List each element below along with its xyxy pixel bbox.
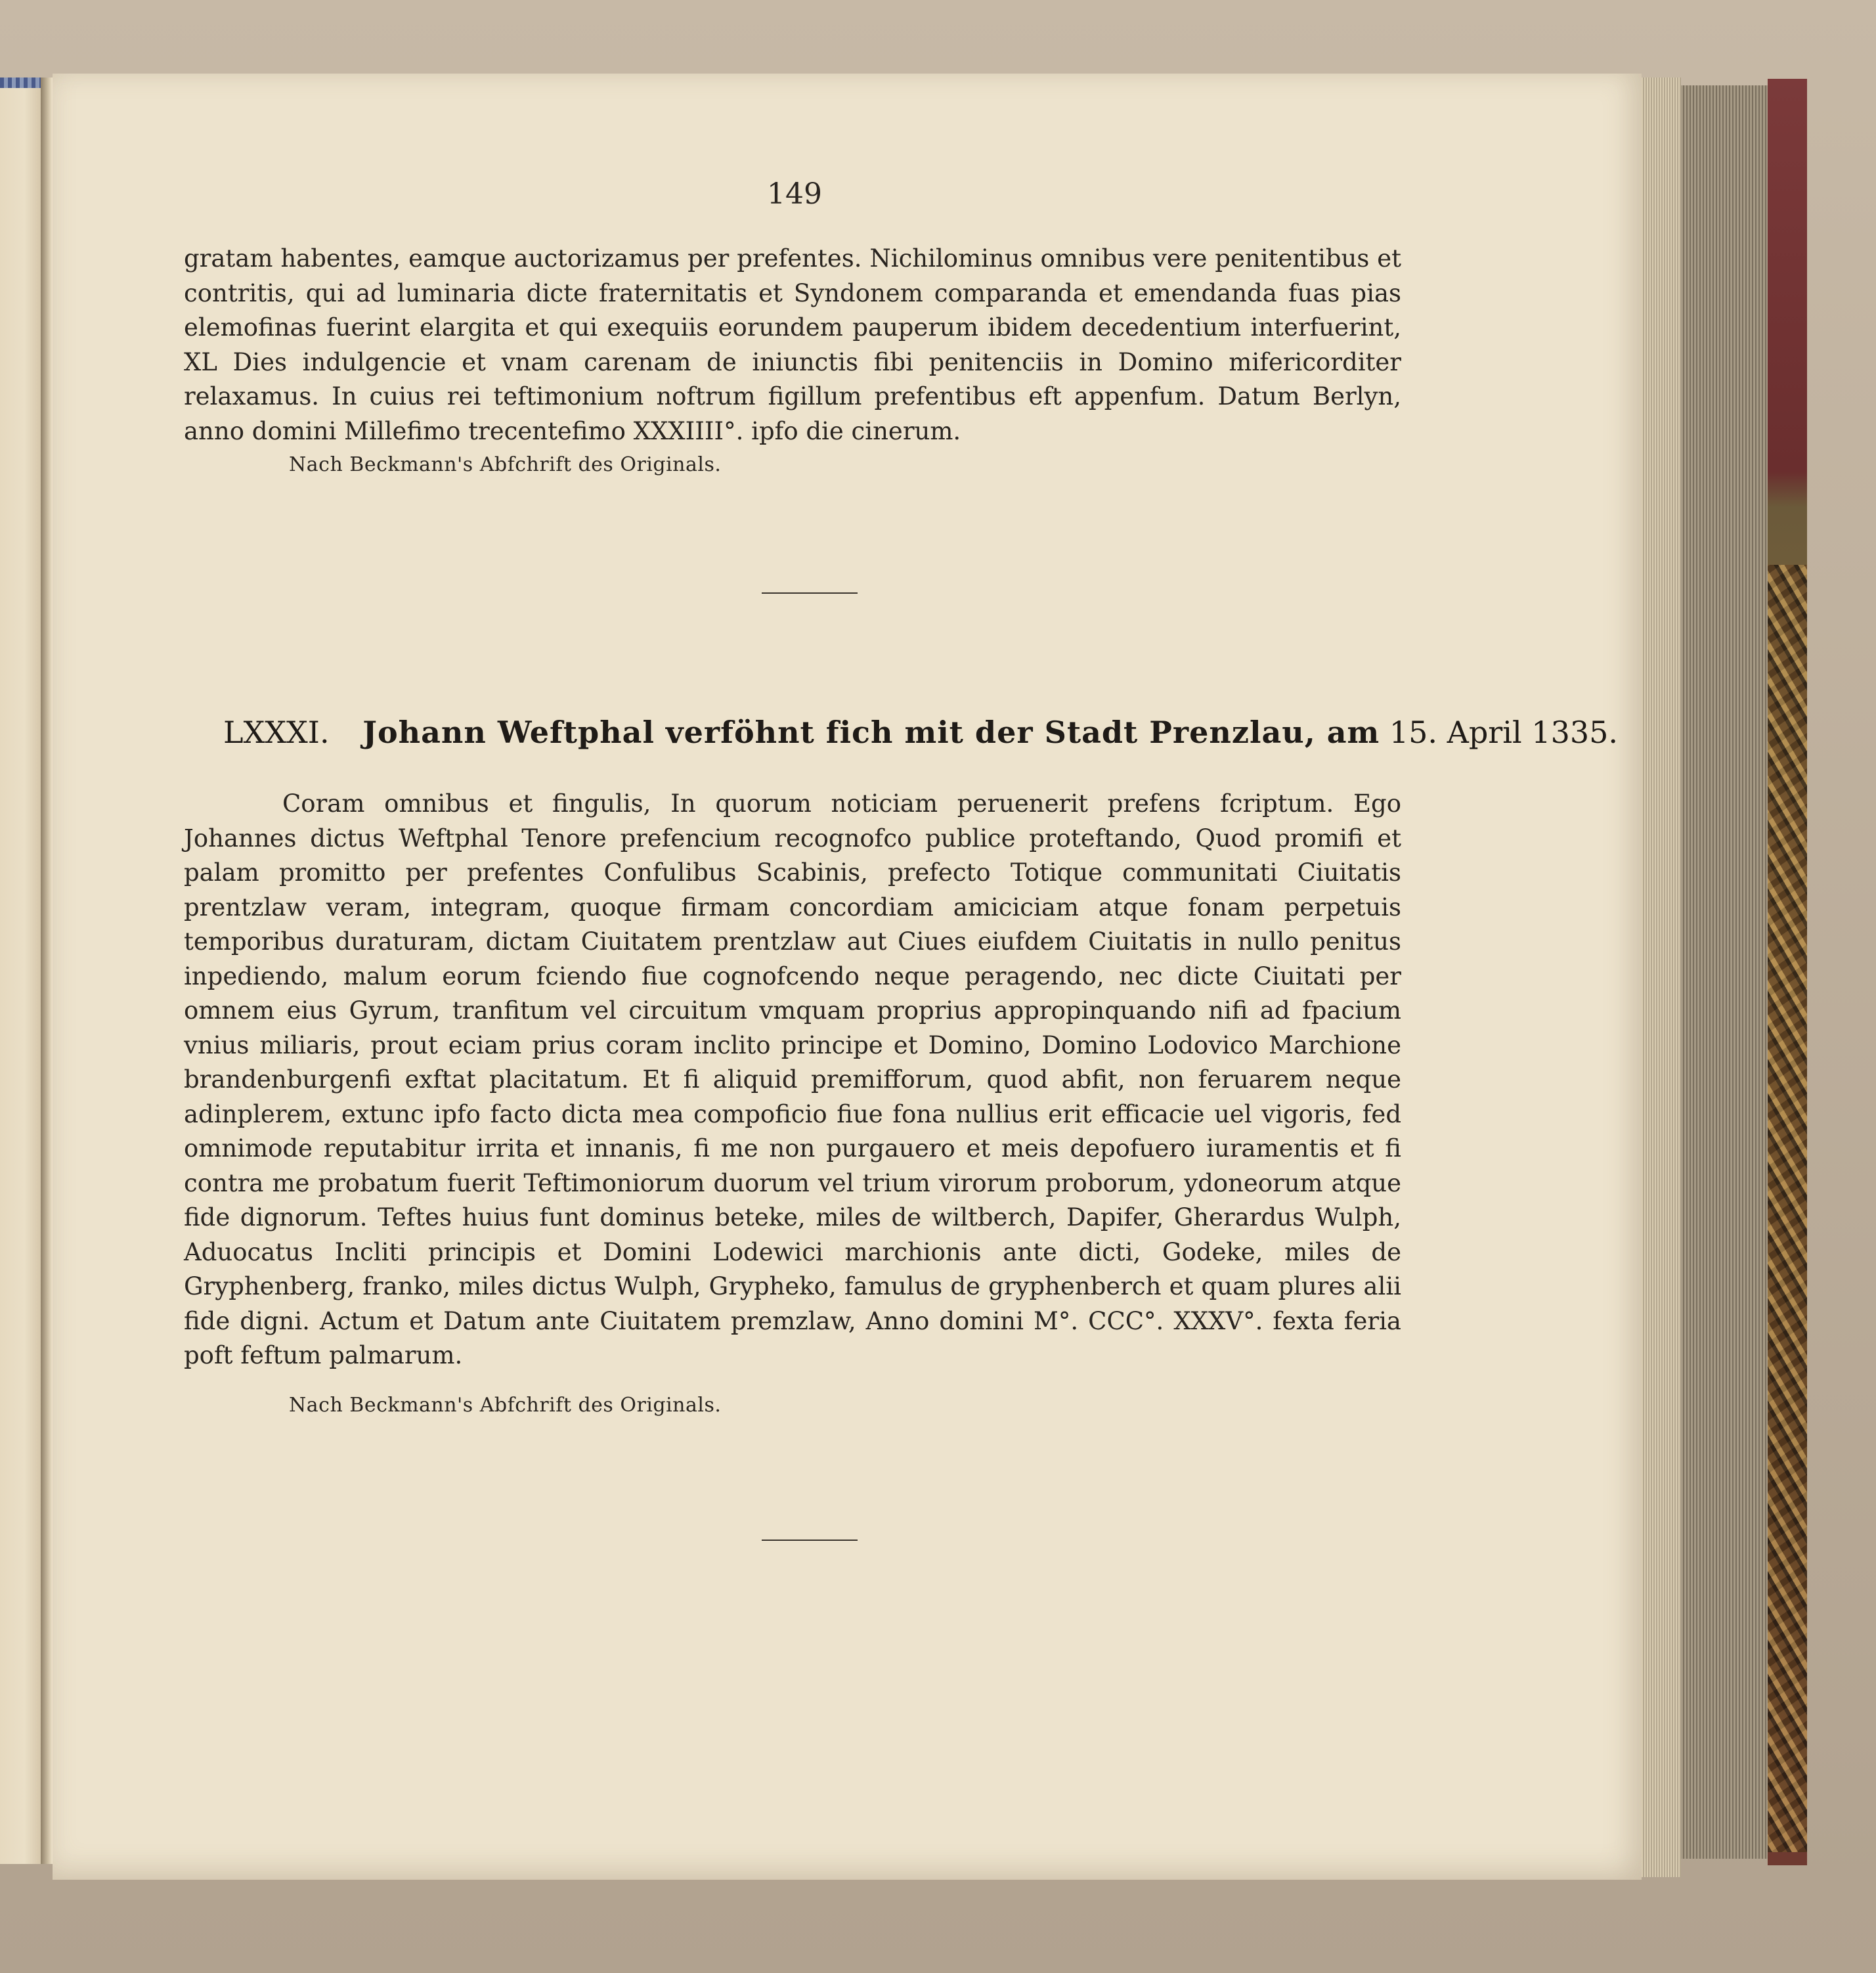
intro-text-block [184,242,1401,449]
source-note-1: Nach Beckmann's Abfchrift des Originals. [289,453,722,476]
document-heading [223,715,1618,750]
page-number: 149 [767,177,822,211]
source-note-2: Nach Beckmann's Abfchrift des Originals. [289,1394,722,1417]
document-body: Coram omnibus et fingulis, In quorum noticiam peruenerit prefens fcriptum. Ego Johannes dictus Weftphal Tenore prefencium recognofco publice proteftando, Quod promifi et palam promitto per prefentes Confulibus Scabinis, prefecto Totique communitati Ciuitatis prentzlaw veram, integram, quoque firmam concordiam amiciciam atque fonam perpetuis temporibus duraturam, dictam Ciuitatem prentzlaw aut Ciues eiufdem Ciuitatis in nullo penitus inpediendo, malum eorum fciendo fiue cognofcendo neque peragendo, nec dicte Ciuitati per omnem eius Gyrum, tranfitum vel circuitum vmquam proprius appropinquando nifi ad fpacium vnius miliaris, prout eciam prius coram inclito principe et Domino, Domino Lodovico Marchione brandenburgenfi exftat placitatum. Et fi aliquid premifforum, quod abfit, non feruarem neque adinplerem, extunc ipfo facto dicta mea compoficio fiue fona nullius erit efficacie uel vigoris, fed omnimode reputabitur irrita et innanis, fi me non purgauero et meis depofuero iuramentis et fi contra me probatum fuerit Teftimoniorum duorum vel trium virorum proborum, ydoneorum atque fide dignorum. Teftes huius funt dominus beteke, miles de wiltberch, Dapifer, Gherardus Wulph, Aduocatus Incliti principis et Domini Lodewici marchionis ante dicti, Godeke, miles de Gryphenberg, franko, miles dictus Wulph, Grypheko, famulus de gryphenberch et quam plures alii fide digni. Actum et Datum ante Ciuitatem premzlaw, Anno domini M°. CCC°. XXXV°. fexta feria poft feftum palmarum. [184,789,1401,1369]
marbled-cover [1768,565,1807,1852]
page-block-edge [1642,78,1681,1877]
left-page-edge [0,78,42,1864]
page-block-edge-shadow [1681,85,1768,1859]
section-divider-2 [762,1540,858,1541]
document-number: LXXXI. [223,715,330,750]
section-divider-1 [762,592,858,594]
book-gutter [41,78,53,1864]
document-text-block [184,787,1401,1373]
document-date: 15. April 1335. [1389,715,1618,750]
left-page-top-strip [0,78,41,88]
intro-paragraph: gratam habentes, eamque auctorizamus per prefentes. Nichilominus omnibus vere penitentibus et contritis, qui ad luminaria dicte fraternitatis et Syndonem comparanda et emendanda fuas pias elemofinas fuerint elargita et qui exequiis eorundem pauperum ibidem decedentium interfuerint, XL Dies indulgencie et vnam carenam de iniunctis fibi penitenciis in Domino mifericorditer relaxamus. In cuius rei teftimonium noftrum figillum prefentibus eft appenfum. Datum Berlyn, anno domini Millefimo trecentefimo XXXIIII°. ipfo die cinerum. [184,244,1401,445]
document-title: Johann Weftphal verföhnt fich mit der Stadt Prenzlau, am [362,715,1380,750]
